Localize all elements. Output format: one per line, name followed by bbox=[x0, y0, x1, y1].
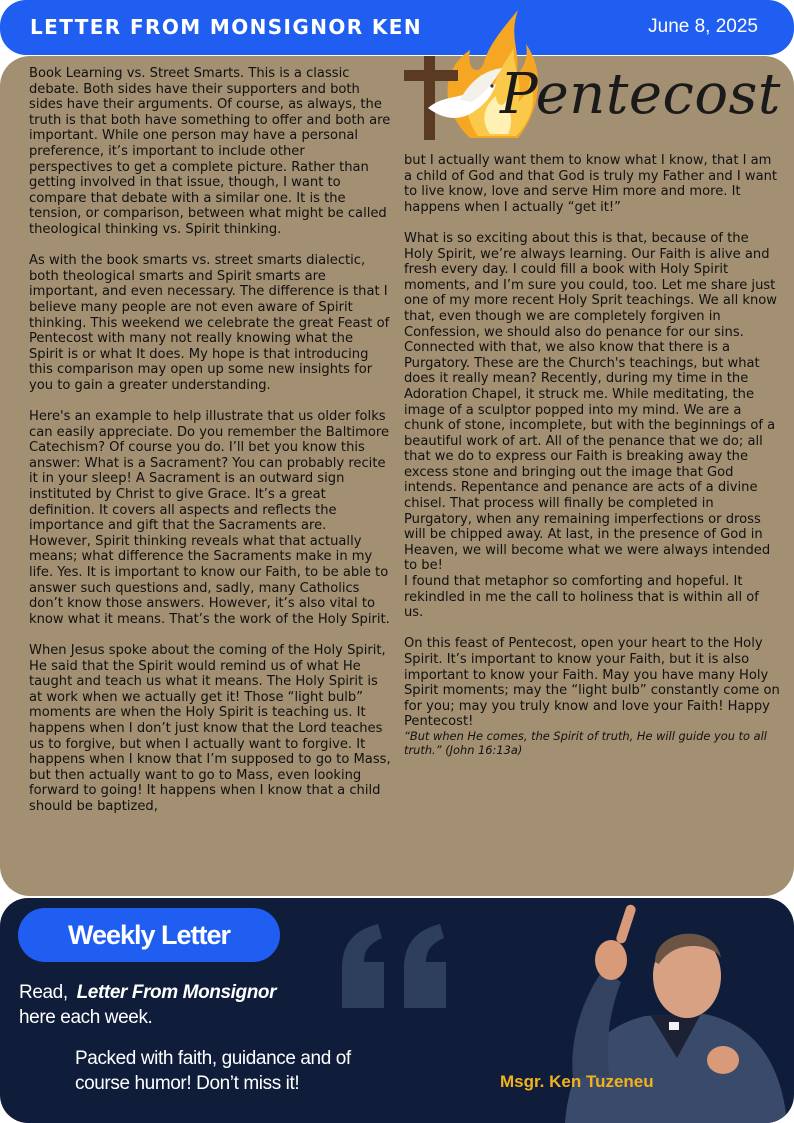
read-emphasis: Letter From Monsignor bbox=[76, 982, 277, 1003]
paragraph: Here's an example to help illustrate that us older folks can easily appreciate. Do you remember the Baltimore Catechism? Of course you do. I’ll bet you know this answer: What is a Sacrament? You can probably recite it in your sleep! A Sacrament is an outward sign instituted by Christ to give Grace. It’s a great definition. It covers all aspects and reflects the importance and gift that the Sacraments are. However, Spirit thinking reveals what that actually means; what difference the Sacraments make in my life. Yes. It is important to know our Faith, to be able to answer such questions and, sadly, many Catholics don’t know those answers. However, it’s also vital to know what it means. That’s the work of the Holy Spirit. bbox=[29, 409, 390, 627]
read-prefix: Read, bbox=[19, 982, 68, 1003]
letter-left-column bbox=[29, 66, 391, 815]
date-label: June 8, 2025 bbox=[648, 16, 758, 37]
tagline: Packed with faith, guidance and of course humor! Don’t miss it! bbox=[75, 1048, 351, 1094]
paragraph: As with the book smarts vs. street smarts dialectic, both theological smarts and Spirit smarts are important, and even necessary. The difference is that I believe many people are not even aware of Spirit thinking. This weekend we celebrate the great Feast of Pentecost with many not really knowing what the Spirit is or what It does. My hope is that introducing this comparison may open up some new insights for you to gain a greater understanding. bbox=[29, 253, 390, 393]
paragraph: When Jesus spoke about the coming of the Holy Spirit, He said that the Spirit would remind us of what He taught and teach us what it means. The Holy Spirit is at work when we actually get it! Those “light bulb” moments are when the Holy Spirit is teaching us. It happens when I don’t just know that the Lord teaches us to forgive, but when I actually want to forgive. It happens when I know that I’m supposed to go to Mass, but then actually want to go to Mass, even looking forward to going! It happens when I know that a child should be baptized, bbox=[29, 642, 391, 814]
quote-icon bbox=[338, 922, 458, 1012]
read-suffix: here each week. bbox=[19, 1007, 153, 1028]
paragraph: Book Learning vs. Street Smarts. This is a classic debate. Both sides have their supporters and both sides have their arguments. Of course, as always, the truth is that both have something to offer and both are important. While one person may have a personal preference, it’s important to include other perspectives to get a complete picture. Rather than getting involved in that issue, though, I want to compare that debate with a similar one. It is the tension, or comparison, between what might be called theological thinking vs. Spirit thinking. bbox=[29, 66, 391, 237]
footer-section bbox=[0, 898, 794, 1123]
paragraph: On this feast of Pentecost, open your heart to the Holy Spirit. It’s important to know your Faith, but it is also important to know your Faith. May you have many Holy Spirit moments; may the “light bulb” constantly come on for you; may you truly know and love your Faith! Happy Pentecost! bbox=[404, 636, 780, 730]
read-line bbox=[19, 980, 276, 1030]
pentecost-title: Pentecost bbox=[500, 62, 781, 127]
paragraph: I found that metaphor so comforting and hopeful. It rekindled in me the call to holiness that is within all of us. bbox=[404, 574, 759, 621]
paragraph: What is so exciting about this is that, because of the Holy Spirit, we’re always learning. Our Faith is alive and fresh every day. I could fill a book with Holy Spirit moments, and I’m sure you could, too. Let me share just one of my more recent Holy Sprit teachings. We all know that, even though we are completely forgiven in Confession, we should also do penance for our sins. Connected with that, we also know that there is a Purgatory. These are the Church's teachings, but what does it really mean? Recently, during my time in the Adoration Chapel, it struck me. While meditating, the image of a sculptor popped into my mind. We are a chunk of stone, incomplete, but with the beginnings of a beautiful work of art. All of the penance that we do; all that we do to express our Faith is breaking away the excess stone and bringing out the image that God intends. Repentance and penance are acts of a divine chisel. That process will finally be completed in Purgatory, when any remaining imperfections or dross will be chipped away. At last, in the presence of God in Heaven, we will become what we were always intended to be! bbox=[404, 230, 777, 574]
weekly-letter-button[interactable]: Weekly Letter bbox=[18, 908, 280, 962]
author-name: Msgr. Ken Tuzeneu bbox=[500, 1072, 654, 1091]
scripture-quote: “But when He comes, the Spirit of truth, He will guide you to all truth.” (John 16:13a) bbox=[404, 728, 767, 757]
paragraph: but I actually want them to know what I know, that I am a child of God and that God is truly my Father and I want to live know, love and serve Him more and more. It happens when I actually “get it!” bbox=[404, 153, 778, 215]
letter-right-column bbox=[404, 153, 780, 757]
page-title: LETTER FROM MONSIGNOR KEN bbox=[30, 15, 423, 39]
